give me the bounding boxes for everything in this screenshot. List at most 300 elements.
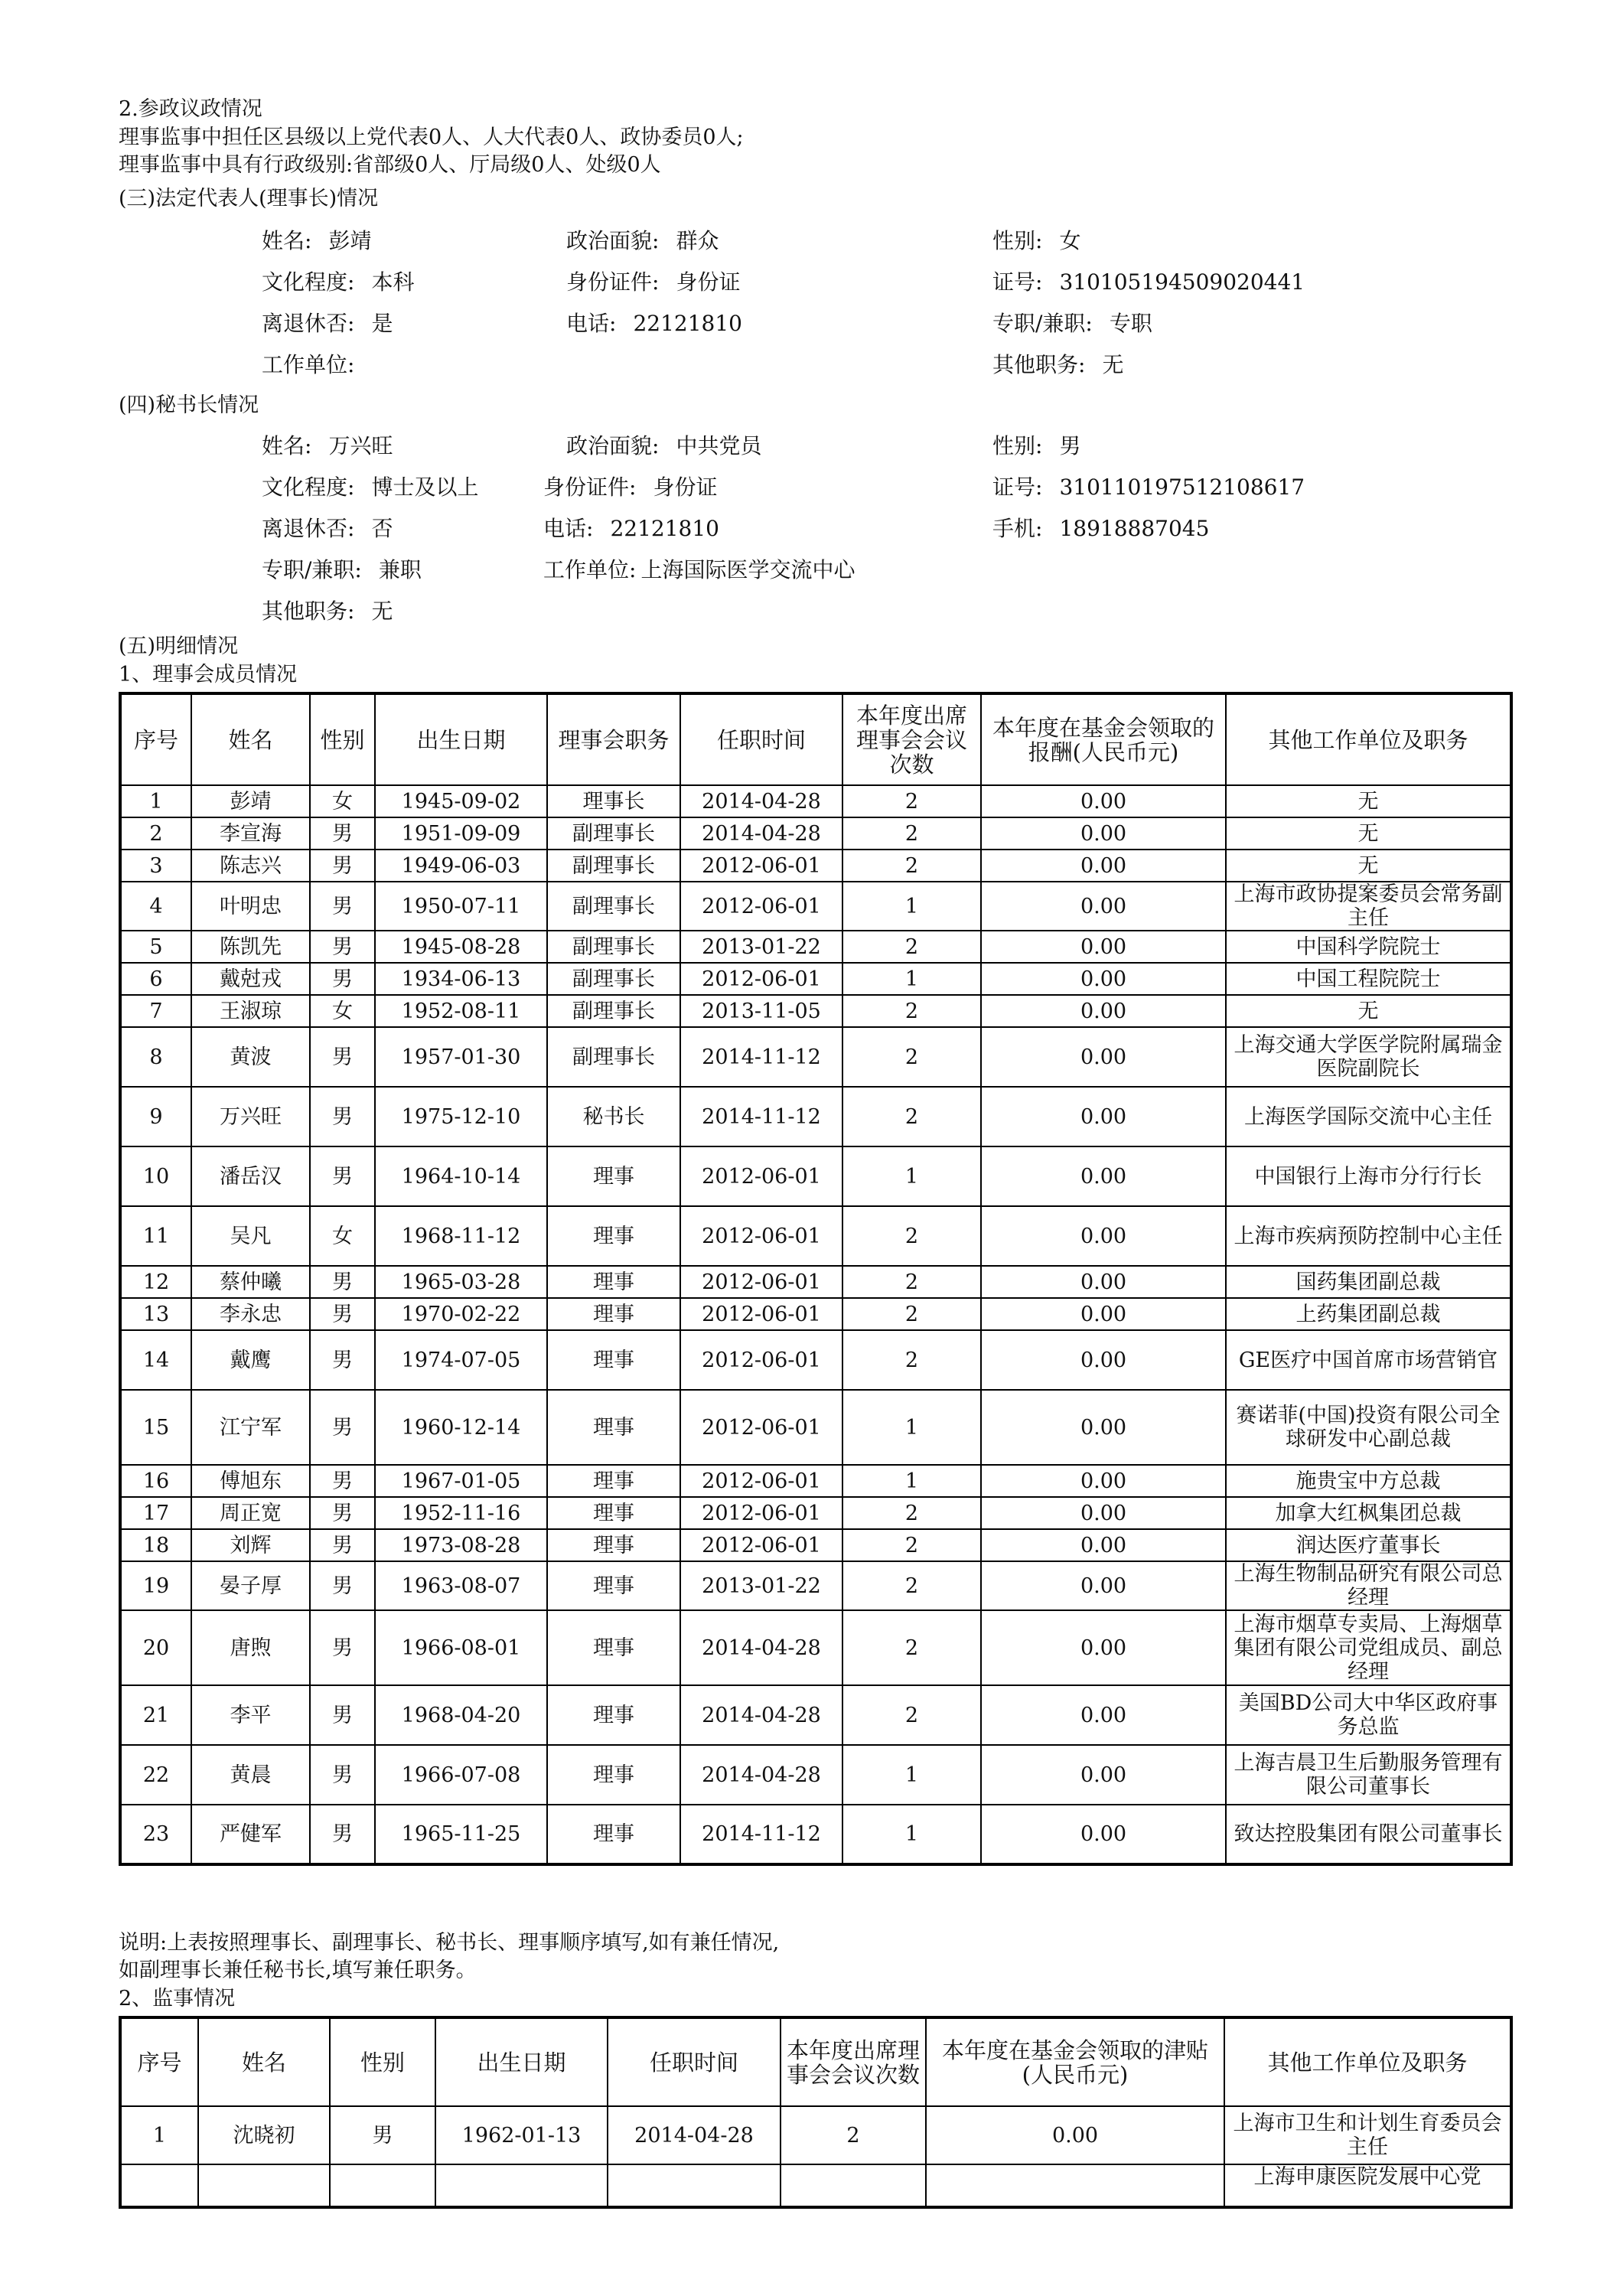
secretary-workplace <box>543 557 855 583</box>
table-cell: 戴鹰 <box>191 1330 310 1390</box>
legal-rep-id-type <box>566 269 740 295</box>
supervisor-title: 2、监事情况 <box>119 1987 236 2011</box>
table-cell: 0.00 <box>981 817 1226 850</box>
table-row <box>120 963 1511 995</box>
table-cell: 理事 <box>547 1390 680 1465</box>
table-cell <box>608 2164 781 2207</box>
secretary-retired <box>262 516 393 542</box>
field-value: 是 <box>371 311 393 336</box>
field-value: 18918887045 <box>1059 516 1210 541</box>
table-cell: 秘书长 <box>547 1087 680 1146</box>
table-cell: 2013-01-22 <box>680 1561 842 1610</box>
table-cell: 理事 <box>547 1146 680 1206</box>
column-header: 理事会职务 <box>547 693 680 785</box>
table-cell: 2014-04-28 <box>680 1685 842 1745</box>
table-cell: 加拿大红枫集团总裁 <box>1226 1497 1511 1529</box>
table-cell: 0.00 <box>981 1805 1226 1864</box>
table-cell: 男 <box>310 1745 375 1805</box>
table-cell: 刘辉 <box>191 1529 310 1561</box>
field-label: 身份证件: <box>566 269 660 295</box>
field-label: 身份证件: <box>543 475 637 500</box>
column-header: 出生日期 <box>435 2017 608 2106</box>
table-cell <box>926 2164 1224 2207</box>
table-cell: 1966-08-01 <box>375 1610 547 1685</box>
table-cell: 理事 <box>547 1206 680 1266</box>
field-label: 电话: <box>566 311 617 336</box>
table-row <box>120 850 1511 882</box>
table-cell: 20 <box>120 1610 191 1685</box>
table-cell: 1964-10-14 <box>375 1146 547 1206</box>
secretary-id-no <box>992 475 1305 501</box>
table-cell: 副理事长 <box>547 995 680 1027</box>
table-cell: 14 <box>120 1330 191 1390</box>
field-label: 专职/兼职: <box>992 311 1093 336</box>
table-cell: 2012-06-01 <box>680 963 842 995</box>
legal-rep-gender <box>992 228 1080 254</box>
table-cell: 15 <box>120 1390 191 1465</box>
field-value: 310110197512108617 <box>1059 475 1305 500</box>
table-cell: 2 <box>842 850 981 882</box>
table-cell: 2 <box>842 995 981 1027</box>
supervisor-header-row <box>120 2017 1511 2106</box>
table-cell: 2 <box>842 817 981 850</box>
field-value: 万兴旺 <box>328 433 393 458</box>
legal-rep-phone <box>566 311 742 337</box>
table-cell: 陈志兴 <box>191 850 310 882</box>
table-cell: 1957-01-30 <box>375 1027 547 1087</box>
table-cell: 2014-11-12 <box>680 1087 842 1146</box>
table-cell: 1965-03-28 <box>375 1266 547 1298</box>
table-cell: 1952-08-11 <box>375 995 547 1027</box>
table-cell: 0.00 <box>981 1561 1226 1610</box>
table-cell: 2 <box>842 1027 981 1087</box>
table-cell: 无 <box>1226 785 1511 817</box>
table-cell: 理事 <box>547 1805 680 1864</box>
table-cell: 男 <box>310 850 375 882</box>
column-header: 性别 <box>310 693 375 785</box>
table-cell: 0.00 <box>981 1390 1226 1465</box>
field-label: 姓名: <box>262 228 312 253</box>
table-cell: 男 <box>310 1610 375 1685</box>
table-cell: 1962-01-13 <box>435 2106 608 2164</box>
table-cell: 1 <box>842 1745 981 1805</box>
table-row <box>120 1330 1511 1390</box>
table-row <box>120 1298 1511 1330</box>
column-header: 本年度在基金会领取的津贴(人民币元) <box>926 2017 1224 2106</box>
table-cell: 1965-11-25 <box>375 1805 547 1864</box>
table-cell <box>120 2164 198 2207</box>
table-cell: 1974-07-05 <box>375 1330 547 1390</box>
table-row <box>120 1685 1511 1745</box>
table-cell: 0.00 <box>981 1298 1226 1330</box>
table-cell: 潘岳汉 <box>191 1146 310 1206</box>
field-value: 22121810 <box>610 516 719 541</box>
table-row <box>120 931 1511 963</box>
table-cell: 男 <box>310 1298 375 1330</box>
column-header: 任职时间 <box>608 2017 781 2106</box>
table-cell: 5 <box>120 931 191 963</box>
field-label: 工作单位: <box>543 557 637 582</box>
table-row <box>120 1027 1511 1087</box>
note-line-1: 说明:上表按照理事长、副理事长、秘书长、理事顺序填写,如有兼任情况, <box>119 1931 780 1955</box>
table-cell: 中国银行上海市分行行长 <box>1226 1146 1511 1206</box>
table-cell: 1968-11-12 <box>375 1206 547 1266</box>
field-value: 无 <box>1102 352 1124 377</box>
table-cell: 1968-04-20 <box>375 1685 547 1745</box>
table-cell: 2 <box>842 1610 981 1685</box>
field-label: 文化程度: <box>262 475 355 500</box>
table-cell <box>781 2164 926 2207</box>
table-cell: 2012-06-01 <box>680 1266 842 1298</box>
table-row <box>120 785 1511 817</box>
table-cell: 10 <box>120 1146 191 1206</box>
table-cell: 副理事长 <box>547 817 680 850</box>
table-cell: 2 <box>842 1206 981 1266</box>
table-cell: 男 <box>310 1497 375 1529</box>
table-cell: 唐煦 <box>191 1610 310 1685</box>
table-cell: 16 <box>120 1465 191 1497</box>
table-cell: 0.00 <box>981 1330 1226 1390</box>
secretary-id-type <box>543 475 717 501</box>
table-cell: 2012-06-01 <box>680 1298 842 1330</box>
table-cell: 美国BD公司大中华区政府事务总监 <box>1226 1685 1511 1745</box>
table-cell: 1970-02-22 <box>375 1298 547 1330</box>
board-header-row <box>120 693 1511 785</box>
column-header: 序号 <box>120 2017 198 2106</box>
table-cell: GE医疗中国首席市场营销官 <box>1226 1330 1511 1390</box>
table-cell: 男 <box>310 1529 375 1561</box>
table-cell: 1 <box>842 1465 981 1497</box>
field-label: 电话: <box>543 516 594 541</box>
table-cell: 国药集团副总裁 <box>1226 1266 1511 1298</box>
table-cell: 男 <box>310 882 375 931</box>
table-row <box>120 1745 1511 1805</box>
table-cell: 男 <box>310 1805 375 1864</box>
table-cell: 副理事长 <box>547 963 680 995</box>
table-row <box>120 1266 1511 1298</box>
table-cell: 13 <box>120 1298 191 1330</box>
table-cell: 0.00 <box>981 1087 1226 1146</box>
field-label: 性别: <box>992 228 1043 253</box>
table-cell: 0.00 <box>981 1146 1226 1206</box>
table-cell: 1934-06-13 <box>375 963 547 995</box>
board-members-table <box>119 692 1513 1866</box>
column-header: 出生日期 <box>375 693 547 785</box>
table-cell: 副理事长 <box>547 882 680 931</box>
table-cell: 理事 <box>547 1561 680 1610</box>
field-label: 姓名: <box>262 433 312 458</box>
table-cell: 上药集团副总裁 <box>1226 1298 1511 1330</box>
table-row <box>120 1561 1511 1610</box>
column-header: 姓名 <box>198 2017 330 2106</box>
table-cell: 0.00 <box>981 1745 1226 1805</box>
table-cell: 陈凯先 <box>191 931 310 963</box>
table-cell: 上海申康医院发展中心党 <box>1224 2164 1511 2207</box>
table-cell: 1 <box>120 785 191 817</box>
table-cell: 上海市疾病预防控制中心主任 <box>1226 1206 1511 1266</box>
table-cell: 男 <box>310 1027 375 1087</box>
field-value: 否 <box>371 516 393 541</box>
table-cell: 理事 <box>547 1298 680 1330</box>
table-cell: 2 <box>842 1330 981 1390</box>
table-cell: 2014-04-28 <box>680 1745 842 1805</box>
table-cell: 1945-09-02 <box>375 785 547 817</box>
table-row <box>120 1206 1511 1266</box>
field-label: 证号: <box>992 269 1043 295</box>
table-cell: 2 <box>842 1266 981 1298</box>
table-cell: 1 <box>842 1805 981 1864</box>
field-value: 身份证 <box>653 475 718 500</box>
table-row <box>120 1497 1511 1529</box>
table-cell: 3 <box>120 850 191 882</box>
participation-line-1: 理事监事中担任区县级以上党代表0人、人大代表0人、政协委员0人; <box>119 126 744 149</box>
table-cell <box>435 2164 608 2207</box>
legal-rep-name <box>262 228 371 254</box>
field-label: 政治面貌: <box>566 228 660 253</box>
table-cell: 0.00 <box>981 963 1226 995</box>
supervisors-table <box>119 2016 1513 2209</box>
table-cell: 傅旭东 <box>191 1465 310 1497</box>
table-cell: 0.00 <box>981 931 1226 963</box>
table-cell: 2012-06-01 <box>680 1529 842 1561</box>
table-cell: 1967-01-05 <box>375 1465 547 1497</box>
table-cell: 23 <box>120 1805 191 1864</box>
table-cell: 2012-06-01 <box>680 1465 842 1497</box>
table-cell: 0.00 <box>981 1685 1226 1745</box>
table-cell: 男 <box>310 1266 375 1298</box>
legal-rep-id-no <box>992 269 1305 295</box>
secretary-political <box>566 433 761 459</box>
table-cell: 0.00 <box>926 2106 1224 2164</box>
field-label: 证号: <box>992 475 1043 500</box>
table-cell: 7 <box>120 995 191 1027</box>
table-cell: 致达控股集团有限公司董事长 <box>1226 1805 1511 1864</box>
table-cell: 女 <box>310 1206 375 1266</box>
table-cell: 2 <box>842 785 981 817</box>
field-label: 离退休否: <box>262 311 355 336</box>
table-cell: 副理事长 <box>547 850 680 882</box>
secretary-education <box>262 475 478 501</box>
table-cell: 1952-11-16 <box>375 1497 547 1529</box>
table-cell: 2 <box>842 931 981 963</box>
table-cell: 2 <box>842 1529 981 1561</box>
table-cell: 2014-04-28 <box>680 817 842 850</box>
detail-title: (五)明细情况 <box>119 634 239 658</box>
table-row <box>120 1610 1511 1685</box>
field-value: 本科 <box>371 269 415 295</box>
column-header: 其他工作单位及职务 <box>1226 693 1511 785</box>
field-value: 女 <box>1059 228 1081 253</box>
table-cell: 女 <box>310 995 375 1027</box>
table-cell: 王淑琼 <box>191 995 310 1027</box>
column-header: 性别 <box>330 2017 435 2106</box>
table-row <box>120 1087 1511 1146</box>
table-cell: 17 <box>120 1497 191 1529</box>
secretary-title: (四)秘书长情况 <box>119 393 259 417</box>
table-cell: 2012-06-01 <box>680 1390 842 1465</box>
secretary-name <box>262 433 393 459</box>
field-value: 男 <box>1059 433 1081 458</box>
table-cell: 1 <box>120 2106 198 2164</box>
table-cell: 1963-08-07 <box>375 1561 547 1610</box>
table-row <box>120 1390 1511 1465</box>
column-header: 任职时间 <box>680 693 842 785</box>
table-cell: 18 <box>120 1529 191 1561</box>
table-cell: 2 <box>842 1087 981 1146</box>
table-cell: 12 <box>120 1266 191 1298</box>
table-cell: 无 <box>1226 817 1511 850</box>
table-cell: 2012-06-01 <box>680 850 842 882</box>
secretary-other <box>262 598 393 625</box>
table-cell: 1945-08-28 <box>375 931 547 963</box>
table-cell: 男 <box>310 1146 375 1206</box>
table-cell: 无 <box>1226 995 1511 1027</box>
table-cell: 9 <box>120 1087 191 1146</box>
table-cell: 2 <box>842 1497 981 1529</box>
table-cell: 0.00 <box>981 1027 1226 1087</box>
field-value: 无 <box>371 598 393 624</box>
table-cell: 1975-12-10 <box>375 1087 547 1146</box>
legal-rep-title: (三)法定代表人(理事长)情况 <box>119 187 379 210</box>
table-cell: 19 <box>120 1561 191 1610</box>
table-row <box>120 1146 1511 1206</box>
table-cell: 理事 <box>547 1330 680 1390</box>
legal-rep-education <box>262 269 414 295</box>
table-cell: 1 <box>842 1390 981 1465</box>
table-cell: 男 <box>310 963 375 995</box>
table-cell: 2014-04-28 <box>680 785 842 817</box>
field-value: 中共党员 <box>676 433 762 458</box>
table-cell: 理事长 <box>547 785 680 817</box>
table-cell: 2 <box>842 1298 981 1330</box>
table-cell: 2012-06-01 <box>680 1206 842 1266</box>
field-label: 手机: <box>992 516 1043 541</box>
table-cell: 男 <box>330 2106 435 2164</box>
table-cell: 8 <box>120 1027 191 1087</box>
table-cell: 21 <box>120 1685 191 1745</box>
table-cell: 吴凡 <box>191 1206 310 1266</box>
table-cell: 2013-11-05 <box>680 995 842 1027</box>
table-row <box>120 1465 1511 1497</box>
table-cell: 1951-09-09 <box>375 817 547 850</box>
table-cell: 理事 <box>547 1465 680 1497</box>
table-cell: 李平 <box>191 1685 310 1745</box>
table-cell: 2014-04-28 <box>680 1610 842 1685</box>
table-cell: 男 <box>310 1330 375 1390</box>
table-cell: 上海市政协提案委员会常务副主任 <box>1226 882 1511 931</box>
table-cell: 上海医学国际交流中心主任 <box>1226 1087 1511 1146</box>
table-cell: 上海生物制品研究有限公司总经理 <box>1226 1561 1511 1610</box>
table-row <box>120 995 1511 1027</box>
field-label: 离退休否: <box>262 516 355 541</box>
field-value: 博士及以上 <box>371 475 479 500</box>
table-row <box>120 1529 1511 1561</box>
table-row <box>120 2164 1511 2207</box>
table-cell: 江宁军 <box>191 1390 310 1465</box>
column-header: 本年度在基金会领取的报酬(人民币元) <box>981 693 1226 785</box>
table-cell: 0.00 <box>981 850 1226 882</box>
field-label: 其他职务: <box>992 352 1086 377</box>
participation-line-2: 理事监事中具有行政级别:省部级0人、厅局级0人、处级0人 <box>119 153 661 177</box>
table-cell <box>198 2164 330 2207</box>
column-header: 本年度出席理事会会议次数 <box>781 2017 926 2106</box>
table-cell: 1973-08-28 <box>375 1529 547 1561</box>
legal-rep-fulltime <box>992 311 1152 337</box>
table-cell: 6 <box>120 963 191 995</box>
field-value: 兼职 <box>378 557 422 582</box>
table-cell: 彭靖 <box>191 785 310 817</box>
table-row <box>120 817 1511 850</box>
table-cell: 0.00 <box>981 1497 1226 1529</box>
table-cell: 2 <box>842 1685 981 1745</box>
table-cell: 1 <box>842 963 981 995</box>
table-cell: 2 <box>842 1561 981 1610</box>
legal-rep-other <box>992 352 1123 378</box>
participation-title: 2.参政议政情况 <box>119 97 262 121</box>
field-label: 工作单位: <box>262 352 355 377</box>
table-cell: 晏子厚 <box>191 1561 310 1610</box>
table-cell: 中国科学院院士 <box>1226 931 1511 963</box>
table-cell: 1966-07-08 <box>375 1745 547 1805</box>
table-cell: 0.00 <box>981 785 1226 817</box>
table-cell: 叶明忠 <box>191 882 310 931</box>
table-cell: 1 <box>842 1146 981 1206</box>
secretary-gender <box>992 433 1080 459</box>
field-value: 彭靖 <box>328 228 372 253</box>
table-cell: 男 <box>310 1087 375 1146</box>
table-row <box>120 1805 1511 1864</box>
table-cell: 戴尅戎 <box>191 963 310 995</box>
table-cell: 理事 <box>547 1745 680 1805</box>
table-cell: 副理事长 <box>547 931 680 963</box>
table-cell: 上海交通大学医学院附属瑞金医院副院长 <box>1226 1027 1511 1087</box>
table-cell: 0.00 <box>981 1266 1226 1298</box>
table-cell: 理事 <box>547 1266 680 1298</box>
table-cell: 2 <box>120 817 191 850</box>
board-title: 1、理事会成员情况 <box>119 663 298 687</box>
legal-rep-political <box>566 228 719 254</box>
table-cell: 2014-11-12 <box>680 1027 842 1087</box>
legal-rep-workplace <box>262 352 371 378</box>
table-cell: 严健军 <box>191 1805 310 1864</box>
table-cell: 周正宽 <box>191 1497 310 1529</box>
legal-rep-retired <box>262 311 393 337</box>
table-cell: 润达医疗董事长 <box>1226 1529 1511 1561</box>
table-cell: 0.00 <box>981 1465 1226 1497</box>
table-cell: 副理事长 <box>547 1027 680 1087</box>
table-cell: 施贵宝中方总裁 <box>1226 1465 1511 1497</box>
table-cell: 沈晓初 <box>198 2106 330 2164</box>
table-cell: 2012-06-01 <box>680 1146 842 1206</box>
secretary-fulltime <box>262 557 422 583</box>
table-cell: 理事 <box>547 1529 680 1561</box>
field-label: 其他职务: <box>262 598 355 624</box>
table-cell: 0.00 <box>981 882 1226 931</box>
secretary-mobile <box>992 516 1209 542</box>
table-cell: 黄晨 <box>191 1745 310 1805</box>
field-label: 专职/兼职: <box>262 557 362 582</box>
note-line-2: 如副理事长兼任秘书长,填写兼任职务。 <box>119 1958 477 1982</box>
field-value: 群众 <box>676 228 719 253</box>
table-cell: 男 <box>310 1465 375 1497</box>
field-value: 310105194509020441 <box>1059 269 1305 295</box>
table-cell: 0.00 <box>981 1206 1226 1266</box>
field-value: 身份证 <box>676 269 741 295</box>
table-cell: 0.00 <box>981 1529 1226 1561</box>
table-cell: 2014-11-12 <box>680 1805 842 1864</box>
table-cell: 理事 <box>547 1497 680 1529</box>
column-header: 本年度出席理事会会议次数 <box>842 693 981 785</box>
